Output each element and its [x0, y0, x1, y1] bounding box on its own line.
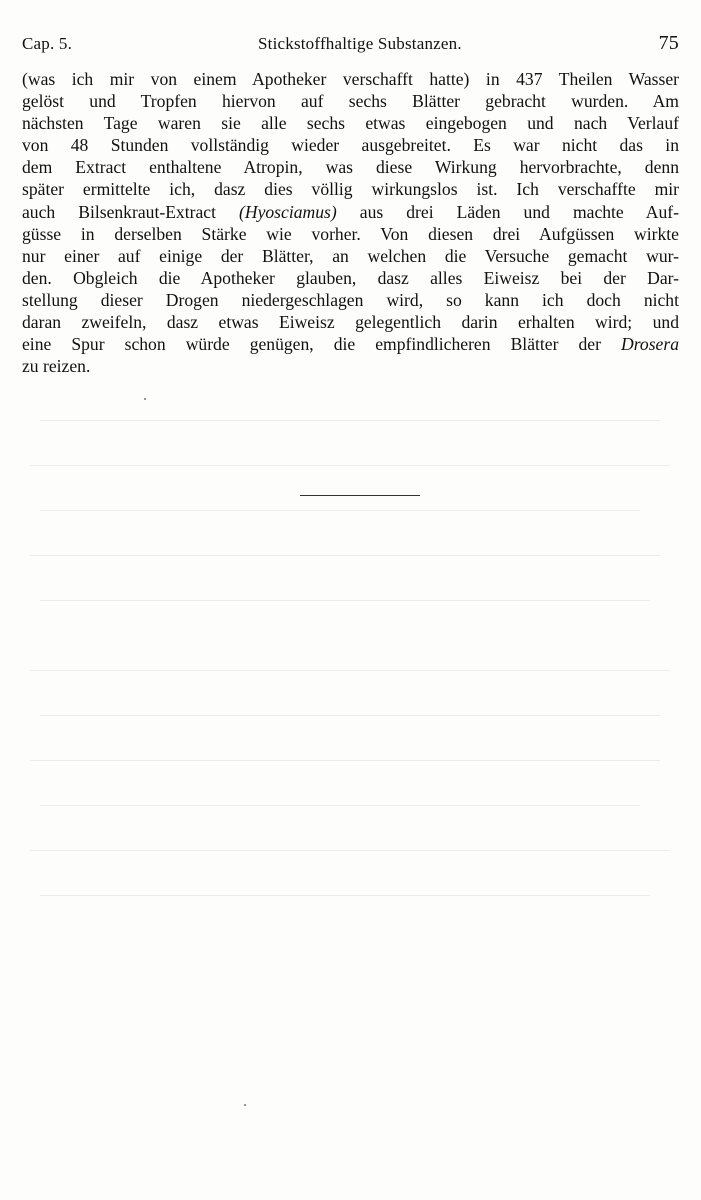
text-line: zu reizen. [22, 356, 91, 377]
chapter-label: Cap. 5. [22, 34, 73, 53]
text-line: nächsten Tage waren sie alle sechs etwas eingebogen und nach Verlauf [22, 113, 679, 134]
text-line: stellung dieser Drogen niedergeschlagen wird, so kann ich doch nicht [22, 289, 679, 310]
text-segment: auch Bilsenkraut-Extract [22, 201, 216, 222]
text-line: (was ich mir von einem Apotheker verschafft hatte) in 437 Theilen Wasser [22, 69, 679, 89]
text-line: daran zweifeln, dasz etwas Eiweisz gelegentlich darin erhalten wird; und [22, 312, 679, 333]
text-line [22, 201, 679, 223]
section-divider [300, 495, 420, 496]
text-line: nur einer auf einige der Blätter, an welchen die Versuche gemacht wur- [22, 245, 679, 266]
text-line: den. Obgleich die Apotheker glauben, dasz alles Eiweisz bei der Dar- [22, 267, 679, 288]
text-line: später ermittelte ich, dasz dies völlig wirkungslos ist. Ich verschaffte mir [22, 179, 679, 200]
text-line: von 48 Stunden vollständig wieder ausgebreitet. Es war nicht das in [22, 135, 679, 156]
text-line [22, 333, 679, 355]
paper-speck [144, 398, 146, 400]
body-paragraph [22, 68, 679, 377]
text-line: dem Extract enthaltene Atropin, was diese Wirkung hervorbrachte, denn [22, 157, 679, 178]
text-line: güsse in derselben Stärke wie vorher. Von diesen drei Aufgüssen wirkte [22, 223, 679, 244]
page-number: 75 [658, 32, 679, 54]
text-segment: aus drei Läden und machte Auf- [359, 201, 679, 222]
running-title: Stickstoffhaltige Substanzen. [258, 34, 462, 53]
running-header [22, 32, 679, 58]
show-through-texture [0, 380, 701, 980]
text-line: gelöst und Tropfen hiervon auf sechs Blätter gebracht wurden. Am [22, 91, 679, 112]
text-segment: eine Spur schon würde genügen, die empfindlicheren Blätter der [22, 334, 601, 355]
paper-speck [244, 1104, 246, 1106]
species-name-hyosciamus: (Hyosciamus) [239, 201, 337, 222]
genus-name-drosera: Drosera [621, 334, 679, 355]
